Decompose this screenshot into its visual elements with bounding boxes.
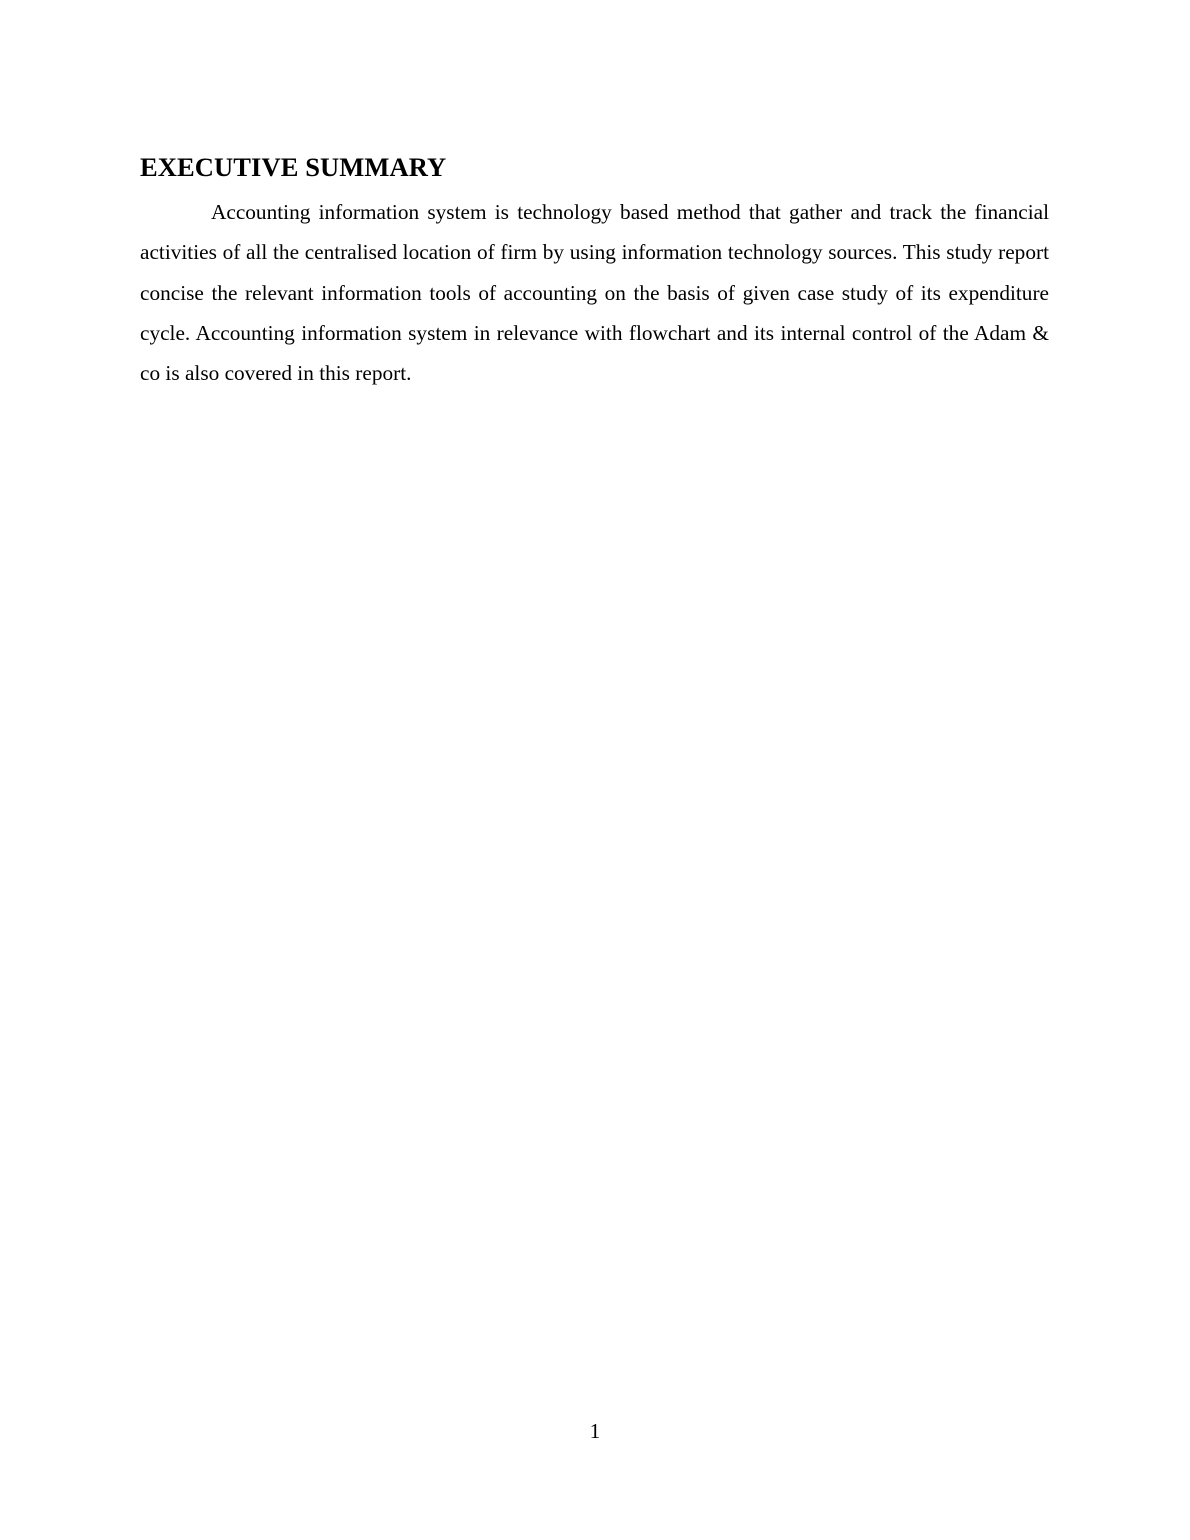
summary-paragraph: Accounting information system is technology based method that gather and track the financial activities of all the centralised location of firm by using information technology sources. This study report concise the relevant information tools of accounting on the basis of given case study of its expenditure cycle. Accounting information system in relevance with flowchart and its internal control of the Adam & co is also covered in this report. (140, 200, 1049, 386)
page-number: 1 (589, 1419, 601, 1443)
section-heading: EXECUTIVE SUMMARY (140, 152, 447, 182)
